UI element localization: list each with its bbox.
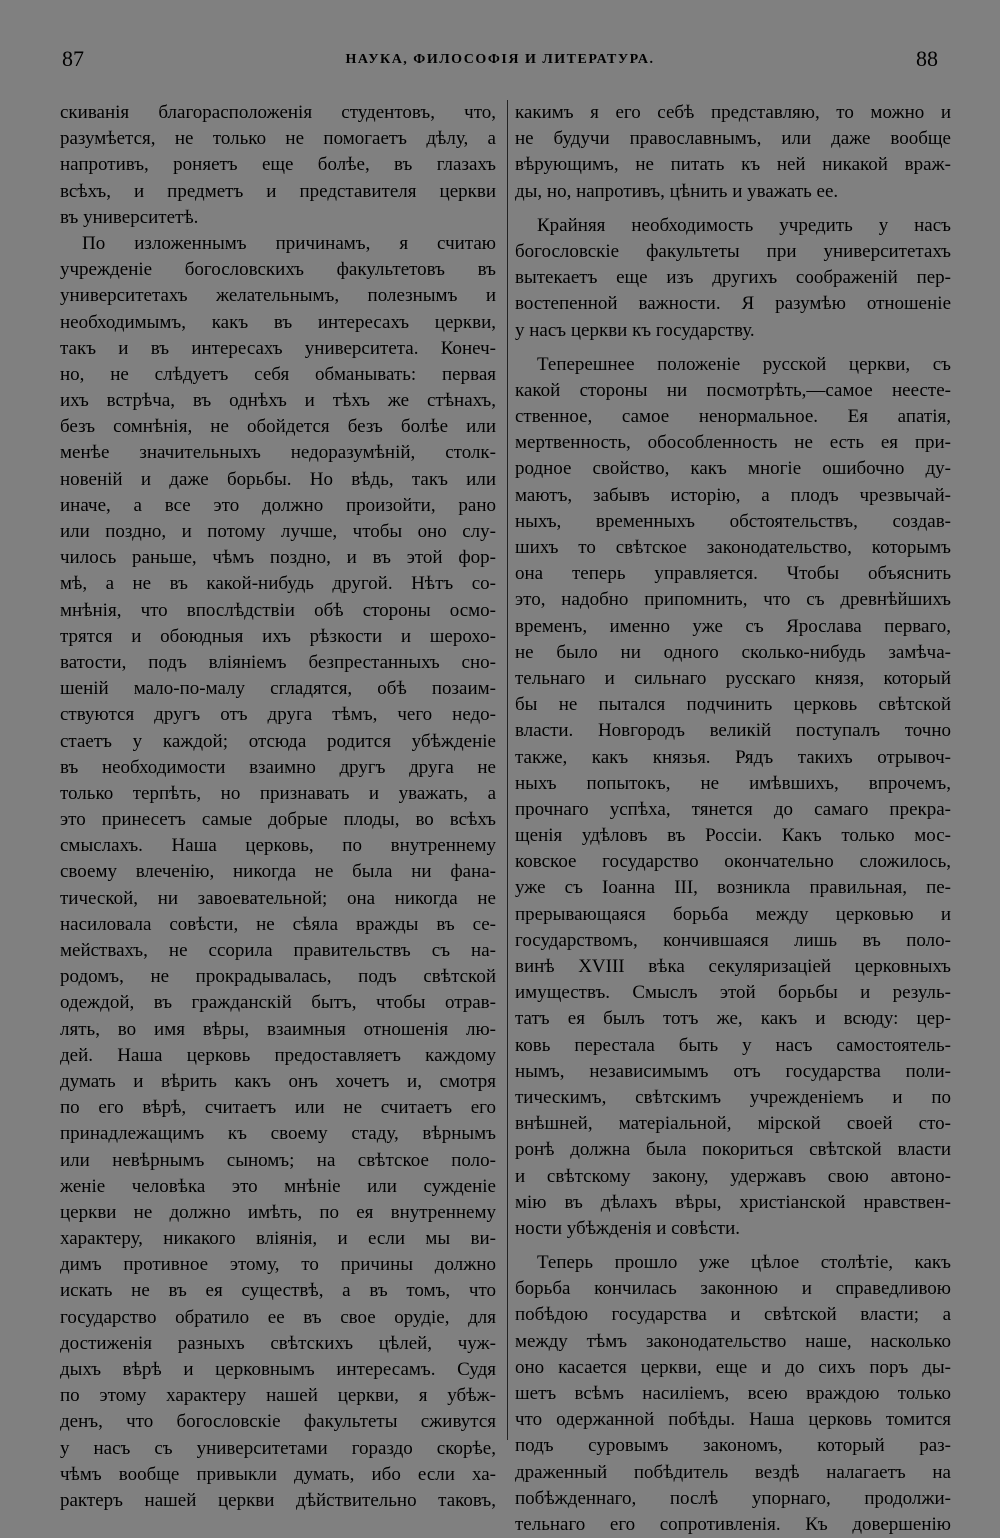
text-line: думать и вѣрить какъ онъ хочетъ и, смотря [60,1070,496,1092]
text-line: одеждой, въ гражданскій бытъ, чтобы отрав- [60,992,496,1014]
text-line: въ необходимости взаимно другъ друга не [60,756,496,778]
text-line: какой стороны ни посмотрѣть,—самое неесте- [515,379,951,401]
text-line: мертвенность, обособленность не есть ея при- [515,432,951,454]
text-line: только терпѣть, но признавать и уважать, а [60,782,496,804]
text-line: и свѣтскому закону, удержавъ свою автоно- [515,1165,951,1187]
text-line: дей. Наша церковь предоставляетъ каждому [60,1044,496,1066]
text-line: трятся и обоюдныя ихъ рѣзкости и шерохо- [60,625,496,647]
text-line: это, надобно припомнить, что съ древнѣйшихъ [515,589,951,611]
text-line: Теперешнее положеніе русской церкви, съ [537,353,951,375]
text-line: родное свойство, какъ многіе ошибочно ду- [515,458,951,480]
text-line: винѣ XVIII вѣка секуляризаціей церковныхъ [515,956,951,977]
text-line: родомъ, не прокрадывалась, подъ свѣтской [60,966,496,988]
left-page-number: 87 [62,46,84,71]
text-line: скиванія благорасположенія студентовъ, что, [60,102,496,123]
text-line: какимъ я его себѣ представляю, то можно и [515,102,951,123]
text-line: востепенной важности. Я разумѣю отношеніе [515,293,951,315]
text-line: ронѣ должна была покориться свѣтской власти [515,1139,951,1161]
text-line: мію въ дѣлахъ вѣры, христіанской нравствен- [515,1191,951,1213]
text-line: характеру, никакого вліянія, и если мы ви- [60,1228,496,1250]
text-line: безъ сомнѣнія, не обойдется безъ болѣе или [60,416,496,438]
text-line: власти. Новгородъ великій поступалъ точно [515,720,951,742]
text-line: чилось раньше, чѣмъ поздно, и въ этой фор- [60,547,496,569]
text-line: димъ противное этому, то причины должно [60,1254,496,1276]
text-line: разумѣется, не только не помогаетъ дѣлу, а [60,128,496,150]
text-line: татъ ея былъ тотъ же, какъ и всюду: цер- [515,1008,951,1030]
text-line: богословскіе факультеты при университетахъ [515,240,951,262]
text-line: тельнаго его сопротивленія. Къ довершенію [515,1513,951,1535]
text-line: ственное, самое ненормальное. Ея апатія, [515,406,951,428]
text-line: драженный побѣдитель вездѣ налагаетъ на [515,1461,951,1483]
text-line: дыхъ вѣрѣ и церковнымъ интересамъ. Судя [60,1359,496,1380]
text-line: тическимъ, свѣтскимъ учрежденіемъ и по [515,1086,951,1108]
text-line: своему влеченію, никогда не была ни фана- [60,861,496,883]
text-line: побѣжденнаго, послѣ упорнаго, продолжи- [515,1487,951,1509]
text-line: прочнаго успѣха, тянется до самаго прекра- [515,798,951,820]
text-line: ды, но, напротивъ, цѣнить и уважать ее. [515,180,839,202]
text-line: внѣшней, матеріальной, мірской своей сто- [515,1113,951,1135]
text-line: или поздно, и потому лучше, чтобы оно слу- [60,521,496,542]
text-line: вѣрующимъ, не питать къ ней никакой враж- [515,154,951,176]
text-line: напротивъ, роняетъ еще болѣе, въ глазахъ [60,154,496,176]
text-line: щенія удѣловъ въ Россіи. Какъ только мос- [515,825,951,847]
text-line: не было ни одного сколько-нибудь замѣча- [515,641,951,663]
text-line: принадлежащимъ къ своему стаду, вѣрнымъ [60,1123,496,1145]
text-line: тельнаго и сильнаго русскаго князя, который [515,667,951,689]
text-line: ности убѣжденія и совѣсти. [515,1217,740,1239]
text-line: также, какъ князья. Рядъ такихъ отрывоч- [515,746,951,768]
text-line: ныхъ, временныхъ обстоятельствъ, создав- [515,510,951,532]
text-line: ствуются другъ отъ друга тѣмъ, чего недо- [60,704,496,726]
text-line: ныхъ попытокъ, не имѣвшихъ, впрочемъ, [515,772,951,794]
text-line: имуществъ. Смыслъ этой борьбы и резуль- [515,982,951,1004]
text-line: бы не пытался подчинить церковь свѣтской [515,694,951,716]
text-line: вытекаетъ еще изъ другихъ соображеній пер- [515,267,951,289]
text-line: маютъ, забывъ исторію, а плодъ чрезвычай- [515,484,951,506]
text-line: новеній и даже борьбы. Но вѣдь, такъ или [60,468,496,490]
text-line: церкви не должно имѣть, по ея внутреннему [60,1201,496,1223]
text-line: менѣе значительныхъ недоразумѣній, столк- [60,442,496,464]
text-line: стаетъ у каждой; отсюда родится убѣжденіе [60,730,496,752]
right-text-column [515,100,951,1538]
text-line: борьба кончилась законною и справедливою [515,1278,951,1300]
text-line: иначе, а все это должно произойти, рано [60,494,496,516]
text-line: По изложеннымъ причинамъ, я считаю [82,232,496,254]
text-line: это принесетъ самые добрые плоды, во всѣхъ [60,809,496,831]
text-line: университетахъ желательнымъ, полезнымъ и [60,285,496,307]
text-line: учрежденіе богословскихъ факультетовъ въ [60,259,496,281]
text-line: женіе человѣка это мнѣніе или сужденіе [60,1175,496,1197]
text-line: нымъ, независимымъ отъ государства поли- [515,1060,951,1082]
text-line: ватости, подъ вліяніемъ безпрестанныхъ сно- [60,651,496,673]
paragraph-gap [515,1242,951,1250]
text-line: или невѣрнымъ сыномъ; на свѣтское поло- [60,1149,496,1171]
text-line: искать не въ ея существѣ, а въ томъ, что [60,1280,496,1302]
text-line: смыслахъ. Наша церковь, по внутреннему [60,835,496,857]
text-line: Теперь прошло уже цѣлое столѣтіе, какъ [537,1252,951,1274]
text-line: денъ, что богословскіе факультеты сживутся [60,1411,496,1433]
text-line: государствомъ, кончившаяся лишь въ поло- [515,929,951,951]
text-line: такъ и въ интересахъ университета. Конеч- [60,337,496,359]
text-line: тической, ни завоевательной; она никогда не [60,887,496,909]
text-line: не будучи православнымъ, или даже вообще [515,128,951,150]
text-line: ковь перестала быть у насъ самостоятель- [515,1034,951,1056]
text-line: необходимымъ, какъ въ интересахъ церкви, [60,311,496,333]
text-line: чѣмъ вообще привыкли думать, ибо если ха- [60,1463,496,1485]
text-line: мействахъ, не ссорила правительствъ съ на- [60,940,496,961]
text-line: она теперь управляется. Чтобы объяснить [515,563,951,585]
text-line: между тѣмъ законодательство наше, насколько [515,1330,951,1352]
text-line: шеній мало-по-малу сгладятся, обѣ позаим- [60,678,496,700]
text-line: шихъ то свѣтское законодательство, которымъ [515,537,951,558]
text-line: ковское государство окончательно сложилось, [515,851,951,873]
text-line: побѣдою государства и свѣтской власти; а [515,1304,951,1326]
text-line: у насъ съ университетами гораздо скорѣе, [60,1437,496,1459]
text-line: мнѣнія, что впослѣдствіи обѣ стороны осмо- [60,599,496,621]
text-line: уже съ Іоанна III, возникла правильная, пе- [515,877,951,899]
text-line: ихъ встрѣча, въ однѣхъ и тѣхъ же стѣнахъ, [60,390,496,412]
text-line: лять, во имя вѣры, взаимныя отношенія лю- [60,1018,496,1040]
text-line: что одержанной побѣды. Наша церковь томится [515,1409,951,1431]
right-page-number: 88 [916,46,938,71]
text-line: государство обратило ее въ свое орудіе, для [60,1306,496,1328]
text-line: подъ суровымъ закономъ, который раз- [515,1435,951,1457]
paragraph-gap [515,205,951,213]
running-title: НАУКА, ФИЛОСОФІЯ И ЛИТЕРАТУРА. [345,52,655,67]
text-line: у насъ церкви къ государству. [515,319,755,341]
text-line: временъ, именно уже съ Ярослава перваго, [515,615,951,637]
text-line: по этому характеру нашей церкви, я убѣж- [60,1385,496,1407]
text-line: Крайняя необходимость учредить у насъ [537,214,951,236]
text-line: всѣхъ, и предметъ и представителя церкви [60,180,496,202]
text-line: по его вѣрѣ, считаетъ или не считаетъ его [60,1097,496,1119]
text-line: въ университетѣ. [60,206,199,228]
column-divider [507,100,508,1440]
text-line: рактеръ нашей церкви дѣйствительно таковъ, [60,1489,496,1511]
text-line: прерывающаяся борьба между церковью и [515,903,951,925]
text-line: шетъ всѣмъ насиліемъ, всею враждою только [515,1383,951,1404]
paragraph-gap [515,344,951,352]
text-line: мѣ, а не въ какой-нибудь другой. Нѣтъ со- [60,573,496,595]
text-line: оно касается церкви, еще и до сихъ поръ ды- [515,1356,951,1378]
left-text-column [60,100,496,1514]
text-line: достиженія разныхъ свѣтскихъ цѣлей, чуж- [60,1332,496,1354]
text-line: но, не слѣдуетъ себя обманывать: первая [60,363,496,385]
text-line: насиловала совѣсти, не сѣяла вражды въ се- [60,913,496,935]
